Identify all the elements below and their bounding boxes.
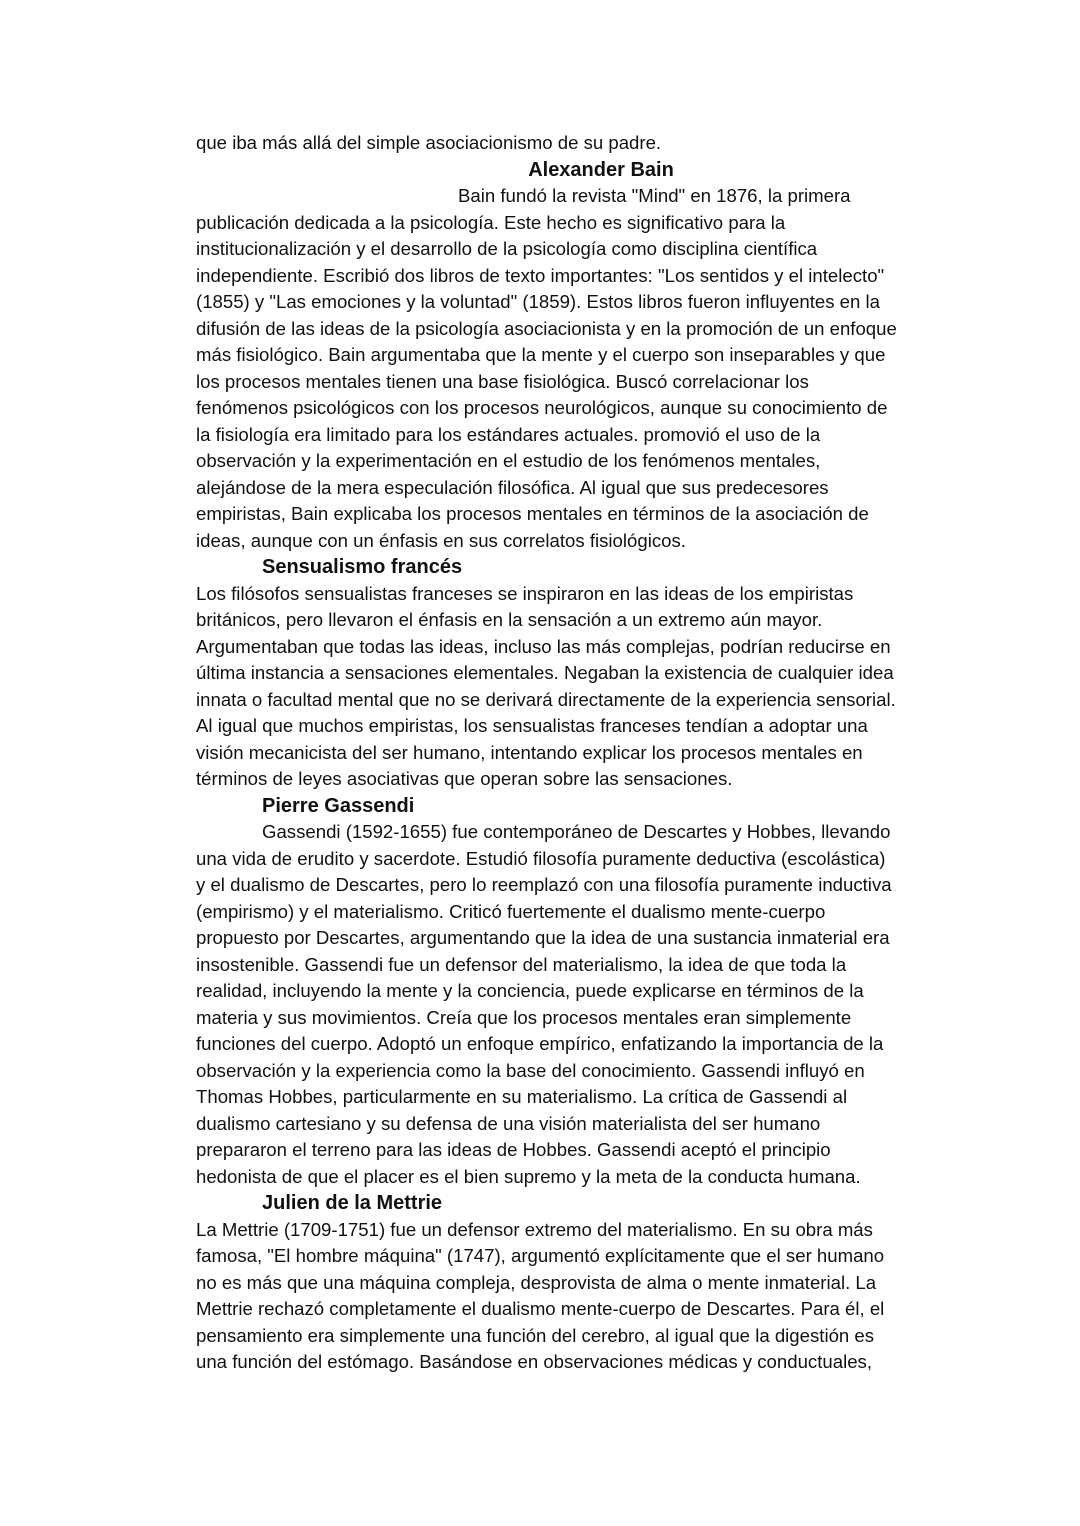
text-line: Gassendi (1592-1655) fue contemporáneo de Descartes y Hobbes, llevando (262, 821, 891, 842)
text-line: fenómenos psicológicos con los procesos neurológicos, aunque su conocimiento de (196, 397, 888, 418)
paragraph (196, 581, 966, 793)
text-line: pensamiento era simplemente una función del cerebro, al igual que la digestión es (196, 1324, 875, 1346)
text-line: empiristas, Bain explicaba los procesos mentales en términos de la asociación de (196, 503, 869, 524)
text-line: (empirismo) y el materialismo. Criticó fuertemente el dualismo mente-cuerpo (196, 900, 826, 922)
text-line: Argumentaban que todas las ideas, incluso las más complejas, podrían reducirse en (196, 635, 891, 657)
text-line: observación y la experimentación en el estudio de los fenómenos mentales, (196, 450, 821, 471)
text-line: Mettrie rechazó completamente el dualismo mente-cuerpo de Descartes. Para él, el (196, 1298, 885, 1319)
text-line: una función del estómago. Basándose en observaciones médicas y conductuales, (196, 1351, 873, 1372)
paragraph (196, 183, 966, 554)
text-line: innata o facultad mental que no se derivará directamente de la experiencia sensorial. (196, 688, 896, 710)
text-line: que iba más allá del simple asociacionismo de su padre. (196, 132, 662, 153)
text-line: los procesos mentales tienen una base fisiológica. Buscó correlacionar los (196, 370, 809, 392)
section-heading (196, 554, 966, 581)
section-heading (196, 1190, 966, 1217)
text-line: insostenible. Gassendi fue un defensor del materialismo, la idea de que toda la (196, 953, 847, 975)
paragraph (196, 819, 966, 1190)
text-line: alejándose de la mera especulación filosófica. Al igual que sus predecesores (196, 476, 829, 498)
heading-text: Sensualismo francés (262, 556, 463, 578)
text-line: materia y sus movimientos. Creía que los procesos mentales eran simplemente (196, 1006, 852, 1028)
text-line: dualismo cartesiano y su defensa de una visión materialista del ser humano (196, 1112, 821, 1134)
text-line: institucionalización y el desarrollo de la psicología como disciplina científica (196, 238, 818, 259)
heading-text: Julien de la Mettrie (262, 1192, 443, 1214)
paragraph (196, 130, 966, 157)
text-line: ideas, aunque con un énfasis en sus correlatos fisiológicos. (196, 529, 686, 551)
text-line: una vida de erudito y sacerdote. Estudió filosofía puramente deductiva (escolástica) (196, 847, 886, 869)
text-line: propuesto por Descartes, argumentando que la idea de una sustancia inmaterial era (196, 927, 890, 948)
document-page (196, 130, 966, 1376)
text-line: observación y la experiencia como la base del conocimiento. Gassendi influyó en (196, 1059, 865, 1081)
text-line: última instancia a sensaciones elementales. Negaban la existencia de cualquier idea (196, 662, 894, 683)
heading-text: Pierre Gassendi (262, 794, 415, 817)
text-line: Bain fundó la revista "Mind" en 1876, la primera (458, 185, 851, 206)
text-line: visión mecanicista del ser humano, intentando explicar los procesos mentales en (196, 741, 863, 763)
text-line: más fisiológico. Bain argumentaba que la mente y el cuerpo son inseparables y que (196, 344, 886, 365)
heading-text: Alexander Bain (528, 158, 674, 181)
text-line: publicación dedicada a la psicología. Este hecho es significativo para la (196, 211, 786, 233)
text-line: prepararon el terreno para las ideas de Hobbes. Gassendi aceptó el principio (196, 1139, 831, 1160)
text-line: realidad, incluyendo la mente y la conciencia, puede explicarse en términos de la (196, 980, 864, 1001)
text-line: Al igual que muchos empiristas, los sensualistas franceses tendían a adoptar una (196, 715, 868, 736)
text-line: términos de leyes asociativas que operan sobre las sensaciones. (196, 768, 733, 789)
text-line: independiente. Escribió dos libros de texto importantes: "Los sentidos y el intelecto" (196, 264, 885, 286)
section-heading (196, 793, 966, 820)
paragraph (196, 1217, 966, 1376)
text-line: no es más que una máquina compleja, desprovista de alma o mente inmaterial. La (196, 1271, 877, 1293)
text-line: Thomas Hobbes, particularmente en su materialismo. La crítica de Gassendi al (196, 1086, 848, 1107)
text-line: la fisiología era limitado para los estándares actuales. promovió el uso de la (196, 423, 821, 445)
text-line: funciones del cuerpo. Adoptó un enfoque empírico, enfatizando la importancia de la (196, 1033, 884, 1054)
text-line: famosa, "El hombre máquina" (1747), argumentó explícitamente que el ser humano (196, 1245, 885, 1266)
text-line: británicos, pero llevaron el énfasis en la sensación a un extremo aún mayor. (196, 609, 823, 630)
text-line: hedonista de que el placer es el bien supremo y la meta de la conducta humana. (196, 1165, 861, 1187)
text-line: y el dualismo de Descartes, pero lo reemplazó con una filosofía puramente inductiva (196, 874, 892, 895)
text-line: difusión de las ideas de la psicología asociacionista y en la promoción de un enfoque (196, 317, 897, 339)
section-heading (196, 157, 966, 184)
text-line: La Mettrie (1709-1751) fue un defensor extremo del materialismo. En su obra más (196, 1218, 873, 1240)
text-line: Los filósofos sensualistas franceses se inspiraron en las ideas de los empiristas (196, 582, 854, 604)
text-line: (1855) y "Las emociones y la voluntad" (1859). Estos libros fueron influyentes en la (196, 291, 880, 312)
